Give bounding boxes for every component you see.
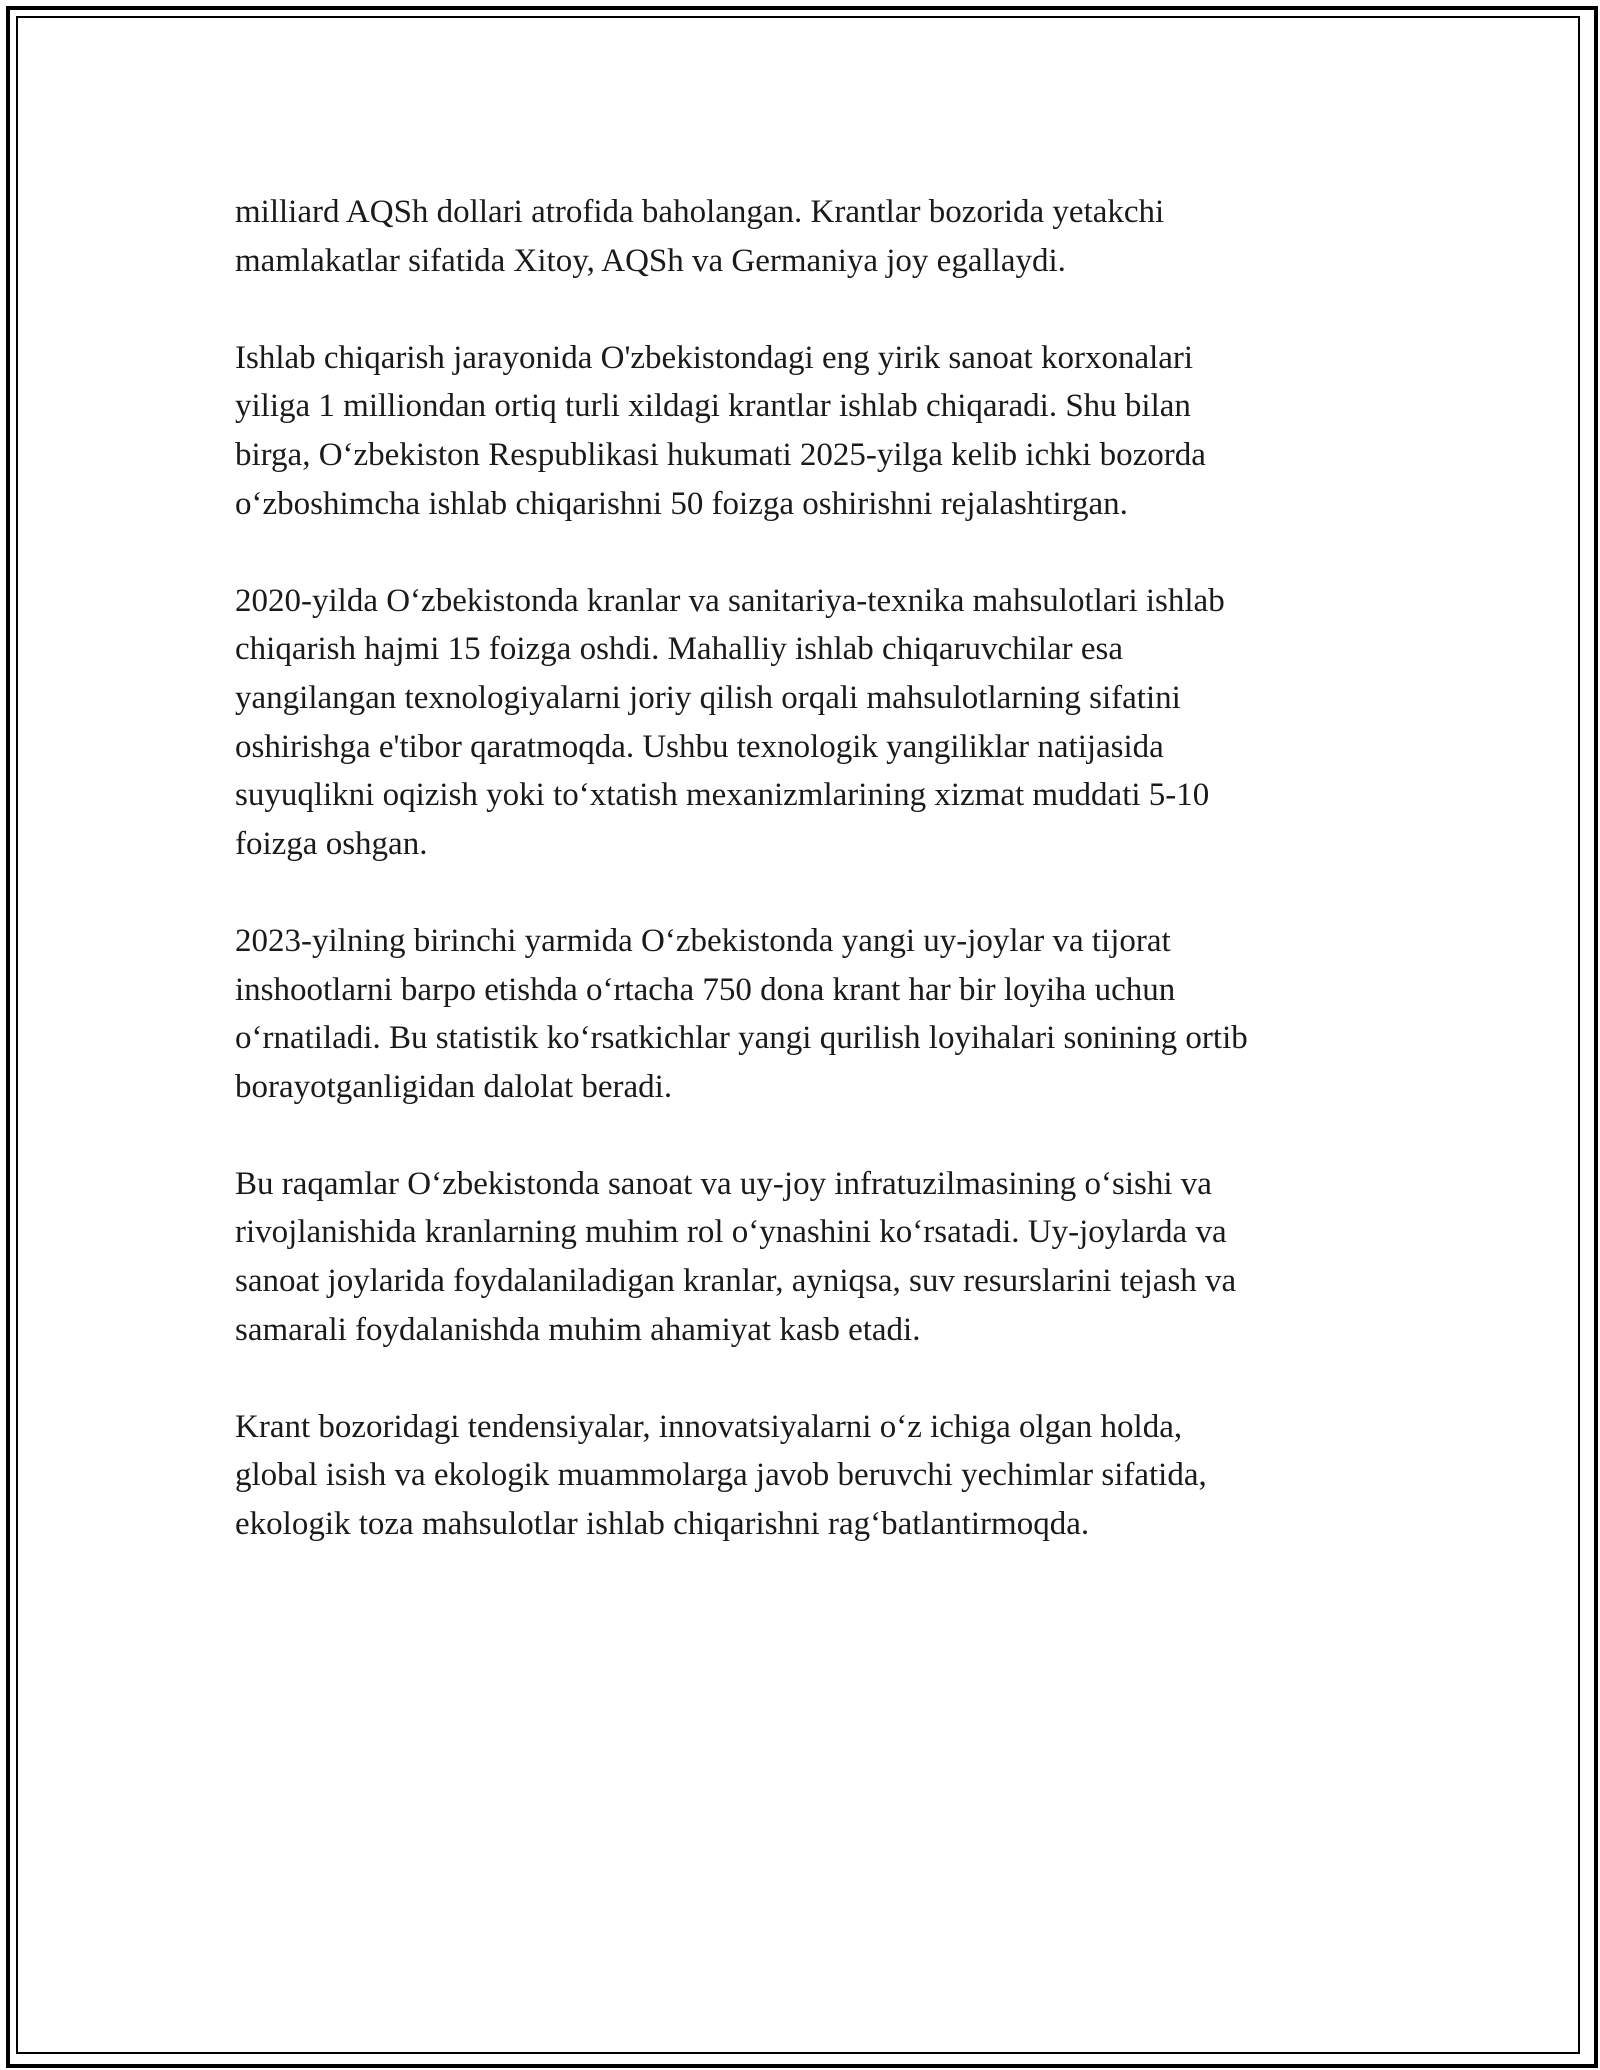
text-line: birga, O‘zbekiston Respublikasi hukumati 2025-yilga kelib ichki bozorda: [235, 436, 1206, 473]
text-line: Bu raqamlar O‘zbekistonda sanoat va uy-joy infratuzilmasining o‘sishi va: [235, 1165, 1212, 1202]
paragraph-5: [235, 1160, 1380, 1354]
document-body: [235, 188, 1380, 1597]
paragraph-1: [235, 188, 1380, 285]
text-line: Krant bozoridagi tendensiyalar, innovatsiyalarni o‘z ichiga olgan holda,: [235, 1408, 1183, 1445]
paragraph-2: [235, 334, 1380, 528]
text-line: global isish va ekologik muammolarga javob beruvchi yechimlar sifatida,: [235, 1457, 1207, 1494]
text-line: yiliga 1 milliondan ortiq turli xildagi krantlar ishlab chiqaradi. Shu bilan: [235, 388, 1191, 425]
text-line: o‘zboshimcha ishlab chiqarishni 50 foizga oshirishni rejalashtirgan.: [235, 485, 1128, 522]
text-line: samarali foydalanishda muhim ahamiyat kasb etadi.: [235, 1311, 921, 1348]
text-line: 2023-yilning birinchi yarmida O‘zbekistonda yangi uy-joylar va tijorat: [235, 922, 1171, 959]
text-line: borayotganligidan dalolat beradi.: [235, 1068, 673, 1105]
text-line: suyuqlikni oqizish yoki to‘xtatish mexanizmlarining xizmat muddati 5-10: [235, 777, 1210, 814]
text-line: inshootlarni barpo etishda o‘rtacha 750 dona krant har bir loyiha uchun: [235, 971, 1176, 1008]
text-line: sanoat joylarida foydalaniladigan kranlar, ayniqsa, suv resurslarini tejash va: [235, 1263, 1237, 1300]
text-line: o‘rnatiladi. Bu statistik ko‘rsatkichlar yangi qurilish loyihalari sonining ortib: [235, 1020, 1248, 1057]
text-line: oshirishga e'tibor qaratmoqda. Ushbu texnologik yangiliklar natijasida: [235, 728, 1164, 765]
paragraph-3: [235, 577, 1380, 869]
paragraph-6: [235, 1403, 1380, 1549]
text-line: ekologik toza mahsulotlar ishlab chiqarishni rag‘batlantirmoqda.: [235, 1506, 1090, 1543]
text-line: 2020-yilda O‘zbekistonda kranlar va sanitariya-texnika mahsulotlari ishlab: [235, 582, 1225, 619]
text-line: yangilangan texnologiyalarni joriy qilish orqali mahsulotlarning sifatini: [235, 679, 1181, 716]
text-line: chiqarish hajmi 15 foizga oshdi. Mahalliy ishlab chiqaruvchilar esa: [235, 631, 1124, 668]
text-line: rivojlanishida kranlarning muhim rol o‘ynashini ko‘rsatadi. Uy-joylarda va: [235, 1214, 1227, 1251]
paragraph-4: [235, 917, 1380, 1111]
text-line: milliard AQSh dollari atrofida baholangan. Krantlar bozorida yetakchi: [235, 194, 1165, 230]
text-line: Ishlab chiqarish jarayonida O'zbekistondagi eng yirik sanoat korxonalari: [235, 339, 1194, 376]
text-line: mamlakatlar sifatida Xitoy, AQSh va Germaniya joy egallaydi.: [235, 242, 1066, 279]
text-line: foizga oshgan.: [235, 825, 428, 862]
